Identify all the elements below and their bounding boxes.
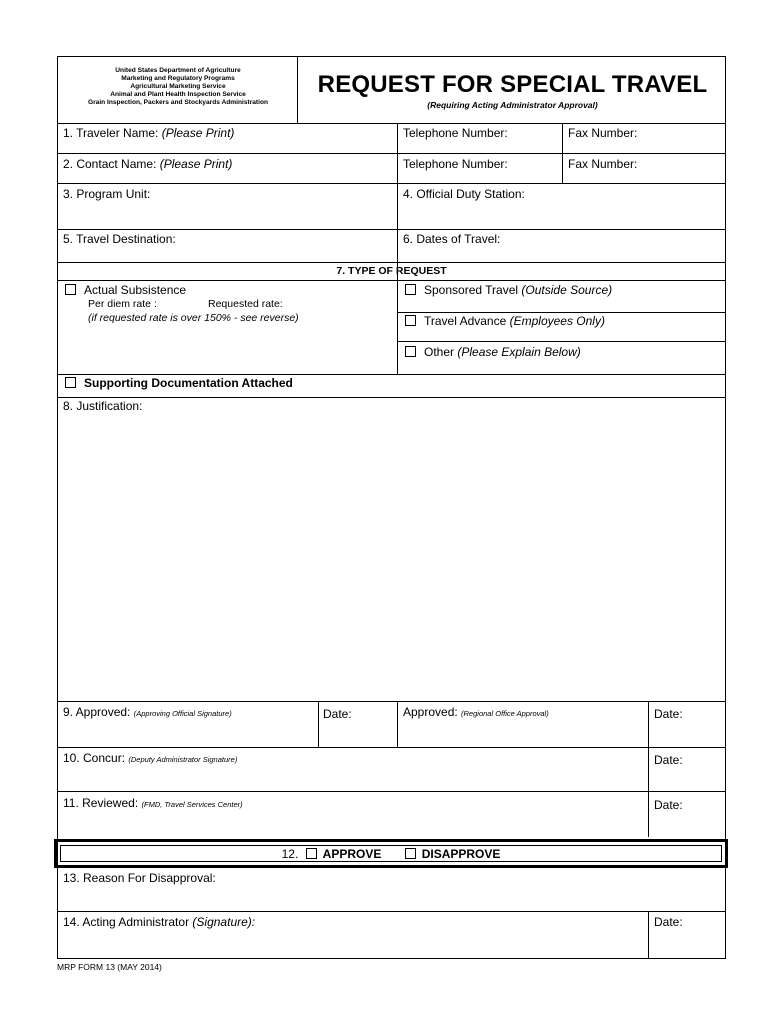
disapprove-checkbox[interactable] — [405, 848, 416, 859]
divider — [58, 262, 725, 263]
agency-line: Agricultural Marketing Service — [130, 83, 226, 90]
reason-disapproval-field[interactable]: 13. Reason For Disapproval: — [63, 871, 216, 885]
other-checkbox[interactable] — [405, 346, 416, 357]
travel-advance-checkbox[interactable] — [405, 315, 416, 326]
decision-row — [57, 847, 725, 861]
duty-station-field[interactable]: 4. Official Duty Station: — [403, 187, 525, 201]
divider — [58, 911, 725, 912]
divider — [58, 229, 725, 230]
divider — [58, 747, 725, 748]
supporting-docs-option[interactable]: Supporting Documentation Attached — [65, 376, 293, 390]
telephone-field-2[interactable]: Telephone Number: — [403, 157, 508, 171]
date-field-3[interactable]: Date: — [654, 753, 683, 767]
per-diem-rate-label: Per diem rate : — [88, 298, 157, 310]
column-divider — [562, 123, 563, 183]
approve-label[interactable]: APPROVE — [322, 847, 382, 861]
date-field-1[interactable]: Date: — [323, 707, 352, 721]
special-travel-form — [57, 56, 726, 959]
date-field-2[interactable]: Date: — [654, 707, 683, 721]
divider — [58, 280, 725, 281]
agency-line: United States Department of Agriculture — [115, 67, 241, 74]
divider — [58, 374, 725, 375]
agency-block — [58, 67, 298, 107]
agency-line: Grain Inspection, Packers and Stockyards Administration — [87, 99, 269, 106]
supporting-docs-checkbox[interactable] — [65, 377, 76, 388]
dates-of-travel-field[interactable]: 6. Dates of Travel: — [403, 232, 501, 246]
reviewed-signature-field[interactable]: 11. Reviewed: (FMD, Travel Services Center) — [63, 796, 243, 810]
sponsored-travel-checkbox[interactable] — [405, 284, 416, 295]
date-field-5[interactable]: Date: — [654, 915, 683, 929]
column-divider — [648, 701, 649, 837]
acting-admin-signature-field[interactable]: 14. Acting Administrator (Signature): — [63, 915, 256, 929]
fax-field-2[interactable]: Fax Number: — [568, 157, 638, 171]
divider — [58, 791, 725, 792]
actual-subsistence-option[interactable]: Actual Subsistence — [65, 283, 186, 297]
agency-line: Animal and Plant Health Inspection Service — [110, 91, 246, 98]
telephone-field-1[interactable]: Telephone Number: — [403, 126, 508, 140]
column-divider — [648, 911, 649, 958]
column-divider — [397, 701, 398, 747]
divider — [58, 153, 725, 154]
date-field-4[interactable]: Date: — [654, 798, 683, 812]
decision-number: 12. — [281, 847, 299, 861]
fax-field-1[interactable]: Fax Number: — [568, 126, 638, 140]
form-footer: MRP FORM 13 (MAY 2014) — [57, 962, 162, 972]
rate-note: (if requested rate is over 150% - see reverse) — [88, 312, 299, 324]
traveler-name-field[interactable]: 1. Traveler Name: (Please Print) — [63, 126, 235, 140]
sponsored-travel-option[interactable]: Sponsored Travel (Outside Source) — [405, 283, 612, 297]
requested-rate-label: Requested rate: — [208, 298, 283, 310]
other-option[interactable]: Other (Please Explain Below) — [405, 345, 581, 359]
divider — [58, 183, 725, 184]
agency-line: Marketing and Regulatory Programs — [121, 75, 235, 82]
column-divider — [397, 123, 398, 374]
divider — [58, 397, 725, 398]
divider — [397, 312, 725, 313]
type-of-request-heading: 7. TYPE OF REQUEST — [336, 265, 447, 277]
concur-signature-field[interactable]: 10. Concur: (Deputy Administrator Signature) — [63, 751, 238, 765]
form-title: REQUEST FOR SPECIAL TRAVEL — [317, 71, 708, 98]
form-subtitle: (Requiring Acting Administrator Approval) — [427, 100, 598, 110]
decision-box — [54, 839, 728, 868]
approve-checkbox[interactable] — [306, 848, 317, 859]
justification-field[interactable]: 8. Justification: — [63, 399, 143, 413]
travel-advance-option[interactable]: Travel Advance (Employees Only) — [405, 314, 605, 328]
travel-destination-field[interactable]: 5. Travel Destination: — [63, 232, 176, 246]
approved-signature-field[interactable]: 9. Approved: (Approving Official Signature) — [63, 705, 232, 719]
program-unit-field[interactable]: 3. Program Unit: — [63, 187, 151, 201]
divider — [58, 123, 725, 124]
actual-subsistence-checkbox[interactable] — [65, 284, 76, 295]
divider — [397, 341, 725, 342]
divider — [58, 701, 725, 702]
regional-approval-field[interactable]: Approved: (Regional Office Approval) — [403, 705, 549, 719]
column-divider — [318, 701, 319, 747]
disapprove-label[interactable]: DISAPPROVE — [421, 847, 501, 861]
contact-name-field[interactable]: 2. Contact Name: (Please Print) — [63, 157, 233, 171]
